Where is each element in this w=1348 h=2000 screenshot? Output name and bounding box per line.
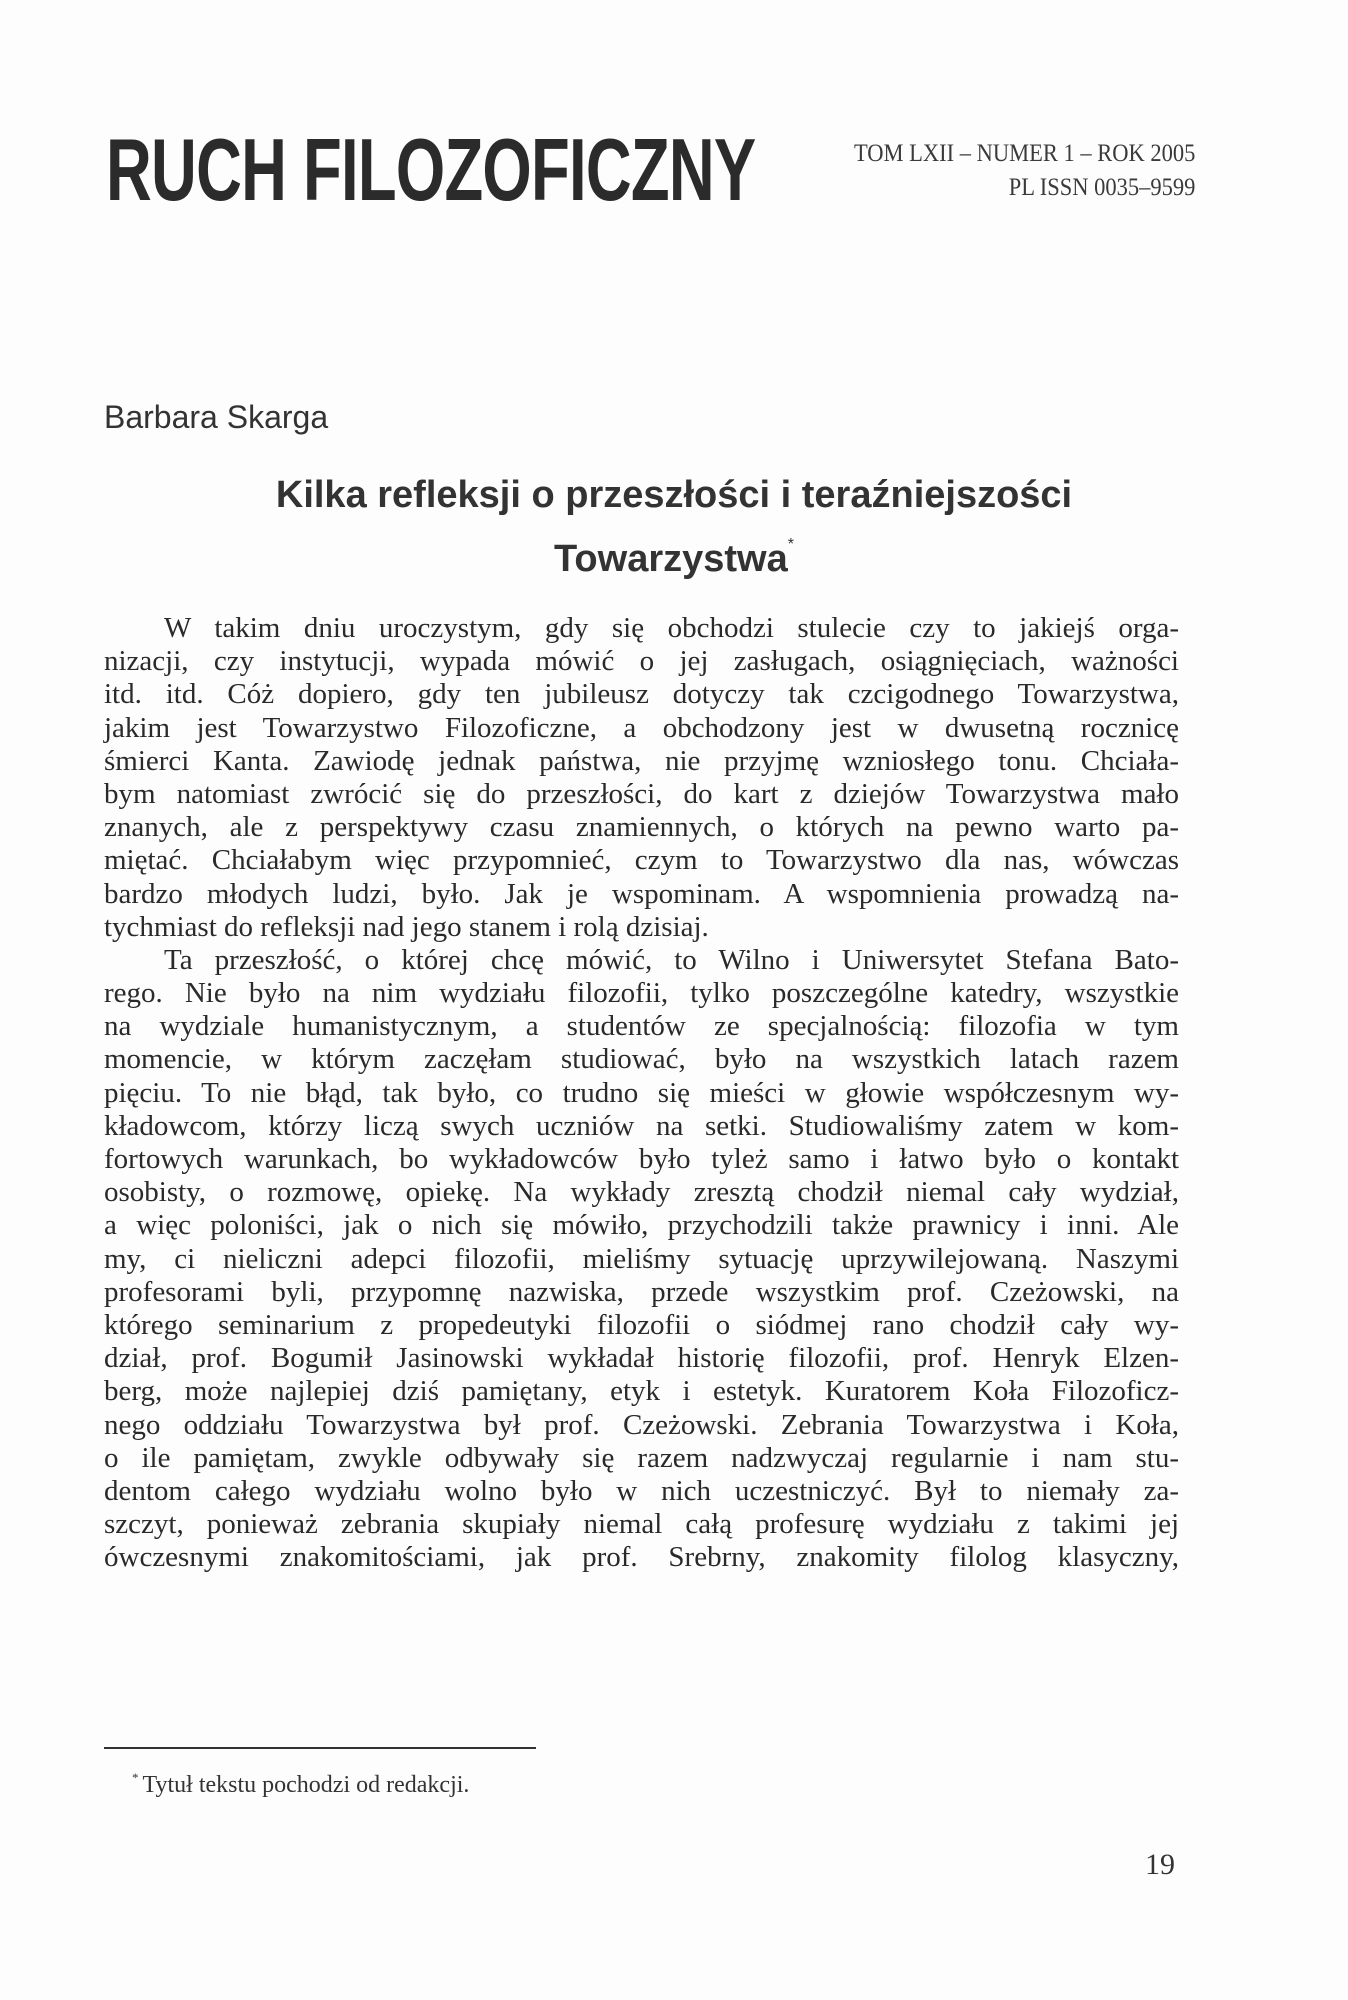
footnote-divider xyxy=(104,1747,536,1749)
article-title-line-2 xyxy=(0,520,1348,584)
body-line: bardzo młodych ludzi, było. Jak je wspominam. A wspomnienia prowadzą na- xyxy=(104,877,1179,910)
body-line: rego. Nie było na nim wydziału filozofii, tylko poszczególne katedry, wszystkie xyxy=(104,977,1179,1010)
body-line: pięciu. To nie błąd, tak było, co trudno się mieści w głowie współczesnym wy- xyxy=(104,1076,1179,1109)
footnote-text: Tytuł tekstu pochodzi od redakcji. xyxy=(142,1772,470,1798)
article-body xyxy=(104,612,1179,1574)
body-line: momencie, w którym zaczęłam studiować, było na wszystkich latach razem xyxy=(104,1043,1179,1076)
body-line: W takim dniu uroczystym, gdy się obchodzi stulecie czy to jakiejś orga- xyxy=(164,612,1179,644)
body-line: berg, może najlepiej dziś pamiętany, etyk i estetyk. Kuratorem Koła Filozoficz- xyxy=(104,1375,1179,1408)
article-author: Barbara Skarga xyxy=(104,399,329,435)
body-line: itd. itd. Cóż dopiero, gdy ten jubileusz dotyczy tak czcigodnego Towarzystwa, xyxy=(104,678,1179,711)
footnote-marker-ref: * xyxy=(132,1770,139,1785)
body-line: fortowych warunkach, bo wykładowców było tyleż samo i łatwo było o kontakt xyxy=(104,1143,1179,1175)
footnote xyxy=(132,1770,469,1799)
body-line: ówczesnymi znakomitościami, jak prof. Srebrny, znakomity filolog klasyczny, xyxy=(104,1541,1179,1574)
page-number: 19 xyxy=(1145,1848,1175,1881)
article-title-line-2-text: Towarzystwa xyxy=(554,538,788,580)
body-line: tychmiast do refleksji nad jego stanem i rolą dzisiaj. xyxy=(104,910,709,943)
body-line: nego oddziału Towarzystwa był prof. Czeżowski. Zebrania Towarzystwa i Koła, xyxy=(104,1408,1179,1441)
body-line: o ile pamiętam, zwykle odbywały się razem nadzwyczaj regularnie i nam stu- xyxy=(104,1441,1179,1474)
body-line: którego seminarium z propedeutyki filozofii o siódmej rano chodził cały wy- xyxy=(104,1308,1179,1341)
article-title-line-1: Kilka refleksji o przeszłości i teraźniejszości xyxy=(275,474,1073,516)
issue-info xyxy=(854,137,1195,205)
footnote-marker[interactable]: * xyxy=(787,536,794,553)
body-line: osobisty, o rozmowę, opiekę. Na wykłady zresztą chodził niemal cały wydział, xyxy=(104,1176,1179,1209)
body-line: znanych, ale z perspektywy czasu znamiennych, o których na pewno warto pa- xyxy=(104,811,1179,844)
body-line: profesorami byli, przypomnę nazwiska, przede wszystkim prof. Czeżowski, na xyxy=(104,1275,1179,1308)
body-line: kładowcom, którzy liczą swych uczniów na setki. Studiowaliśmy zatem w kom- xyxy=(104,1109,1179,1142)
issn-line: PL ISSN 0035–9599 xyxy=(1008,174,1195,201)
journal-title: RUCH FILOZOFICZNY xyxy=(106,120,756,219)
body-line: dentom całego wydziału wolno było w nich uczestniczyć. Był to niemały za- xyxy=(104,1474,1179,1507)
body-line: na wydziale humanistycznym, a studentów ze specjalnością: filozofia w tym xyxy=(104,1010,1179,1043)
issue-line: TOM LXII – NUMER 1 – ROK 2005 xyxy=(853,140,1195,167)
body-line: bym natomiast zwrócić się do przeszłości, do kart z dziejów Towarzystwa mało xyxy=(104,777,1179,810)
body-line: miętać. Chciałabym więc przypomnieć, czym to Towarzystwo dla nas, wówczas xyxy=(104,844,1179,877)
body-line: my, ci nieliczni adepci filozofii, mieliśmy sytuację uprzywilejowaną. Naszymi xyxy=(104,1242,1179,1275)
body-line: śmierci Kanta. Zawiodę jednak państwa, nie przyjmę wzniosłego tonu. Chciała- xyxy=(104,744,1179,777)
body-line: Ta przeszłość, o której chcę mówić, to Wilno i Uniwersytet Stefana Bato- xyxy=(164,943,1179,976)
body-line: jakim jest Towarzystwo Filozoficzne, a obchodzony jest w dwusetną rocznicę xyxy=(104,711,1179,744)
body-line: a więc poloniści, jak o nich się mówiło, przychodzili także prawnicy i inni. Ale xyxy=(104,1209,1179,1242)
body-line: dział, prof. Bogumił Jasinowski wykładał historię filozofii, prof. Henryk Elzen- xyxy=(104,1342,1179,1375)
body-line: szczyt, ponieważ zebrania skupiały niemal całą profesurę wydziału z takimi jej xyxy=(104,1508,1179,1541)
body-line: nizacji, czy instytucji, wypada mówić o jej zasługach, osiągnięciach, ważności xyxy=(104,645,1179,678)
article-title xyxy=(0,470,1348,584)
